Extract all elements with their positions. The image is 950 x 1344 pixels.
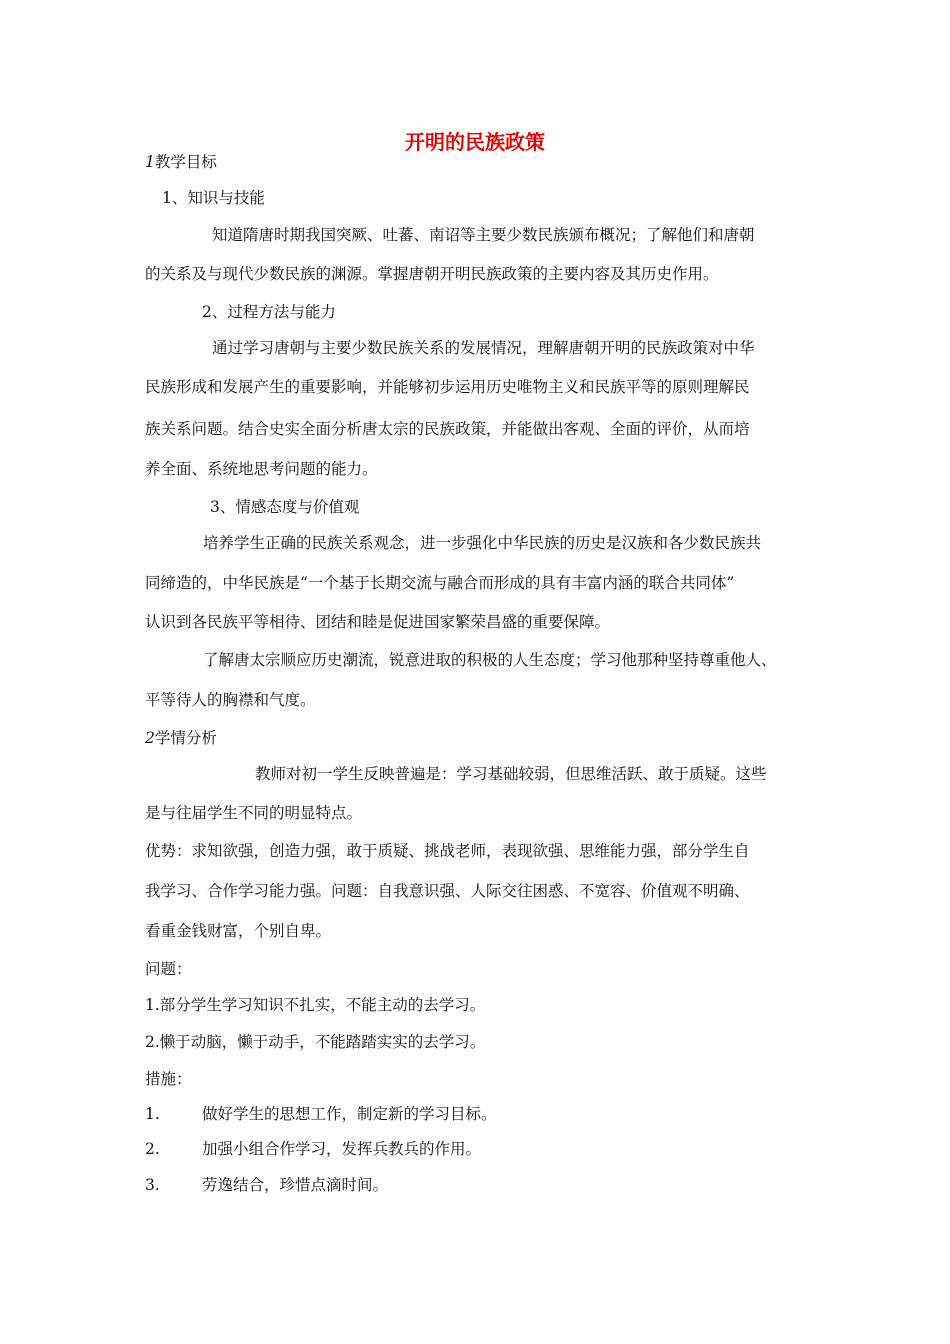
measures-label: 措施： <box>145 1070 192 1088</box>
measure-number: 2. <box>145 1140 160 1158</box>
problems-label: 问题： <box>145 960 192 978</box>
subheading-process-methods: 2、过程方法与能力 <box>202 303 336 321</box>
measure-text: 做好学生的思想工作，制定新的学习目标。 <box>202 1105 497 1123</box>
paragraph-line: 同缔造的，中华民族是“一个基于长期交流与融合而形成的具有丰富内涵的联合共同体” <box>145 574 735 592</box>
section-heading-student-analysis <box>145 728 217 748</box>
paragraph-line: 教师对初一学生反映普遍是：学习基础较弱，但思维活跃、敢于质疑。这些 <box>255 765 767 783</box>
subheading-knowledge-skills: 1、知识与技能 <box>162 189 265 207</box>
paragraph-line: 养全面、系统地思考问题的能力。 <box>145 460 378 478</box>
paragraph-line: 了解唐太宗顺应历史潮流，锐意进取的积极的人生态度；学习他那种坚持尊重他人、 <box>203 651 777 669</box>
measure-item <box>145 1139 481 1159</box>
section-number: 1 <box>145 153 155 171</box>
paragraph-line: 优势：求知欲强，创造力强，敢于质疑、挑战老师，表现欲强、思维能力强，部分学生自 <box>145 842 750 860</box>
paragraph-line: 是与往届学生不同的明显特点。 <box>145 804 363 822</box>
paragraph-line: 我学习、合作学习能力强。问题：自我意识强、人际交往困惑、不宽容、价值观不明确、 <box>145 882 750 900</box>
problem-item: 1.部分学生学习知识不扎实，不能主动的去学习。 <box>145 996 486 1014</box>
paragraph-line: 通过学习唐朝与主要少数民族关系的发展情况，理解唐朝开明的民族政策对中华 <box>212 339 755 357</box>
section-label: 学情分析 <box>154 729 217 747</box>
paragraph-line: 民族形成和发展产生的重要影响，并能够初步运用历史唯物主义和民族平等的原则理解民 <box>145 378 750 396</box>
problem-item: 2.懒于动脑，懒于动手，不能踏踏实实的去学习。 <box>145 1033 486 1051</box>
measure-item <box>145 1104 497 1124</box>
document-title: 开明的民族政策 <box>405 130 545 154</box>
paragraph-line: 看重金钱财富，个别自卑。 <box>145 922 332 940</box>
measure-number: 3. <box>145 1176 160 1194</box>
measure-text: 劳逸结合，珍惜点滴时间。 <box>202 1176 389 1194</box>
paragraph-line: 知道隋唐时期我国突厥、吐蕃、南诏等主要少数民族颁布概况；了解他们和唐朝 <box>212 226 755 244</box>
section-label: 教学目标 <box>154 153 217 171</box>
paragraph-line: 的关系及与现代少数民族的渊源。掌握唐朝开明民族政策的主要内容及其历史作用。 <box>145 265 719 283</box>
measure-item <box>145 1175 388 1195</box>
paragraph-line: 族关系问题。结合史实全面分析唐太宗的民族政策，并能做出客观、全面的评价，从而培 <box>145 420 750 438</box>
subheading-attitudes-values: 3、情感态度与价值观 <box>210 498 360 516</box>
paragraph-line: 平等待人的胸襟和气度。 <box>145 691 316 709</box>
paragraph-line: 培养学生正确的民族关系观念，进一步强化中华民族的历史是汉族和各少数民族共 <box>203 534 762 552</box>
paragraph-line: 认识到各民族平等相待、团结和睦是促进国家繁荣昌盛的重要保障。 <box>145 613 611 631</box>
measure-number: 1. <box>145 1105 160 1123</box>
measure-text: 加强小组合作学习，发挥兵教兵的作用。 <box>202 1140 482 1158</box>
section-heading-teaching-goals <box>145 152 217 172</box>
section-number: 2 <box>145 729 155 747</box>
